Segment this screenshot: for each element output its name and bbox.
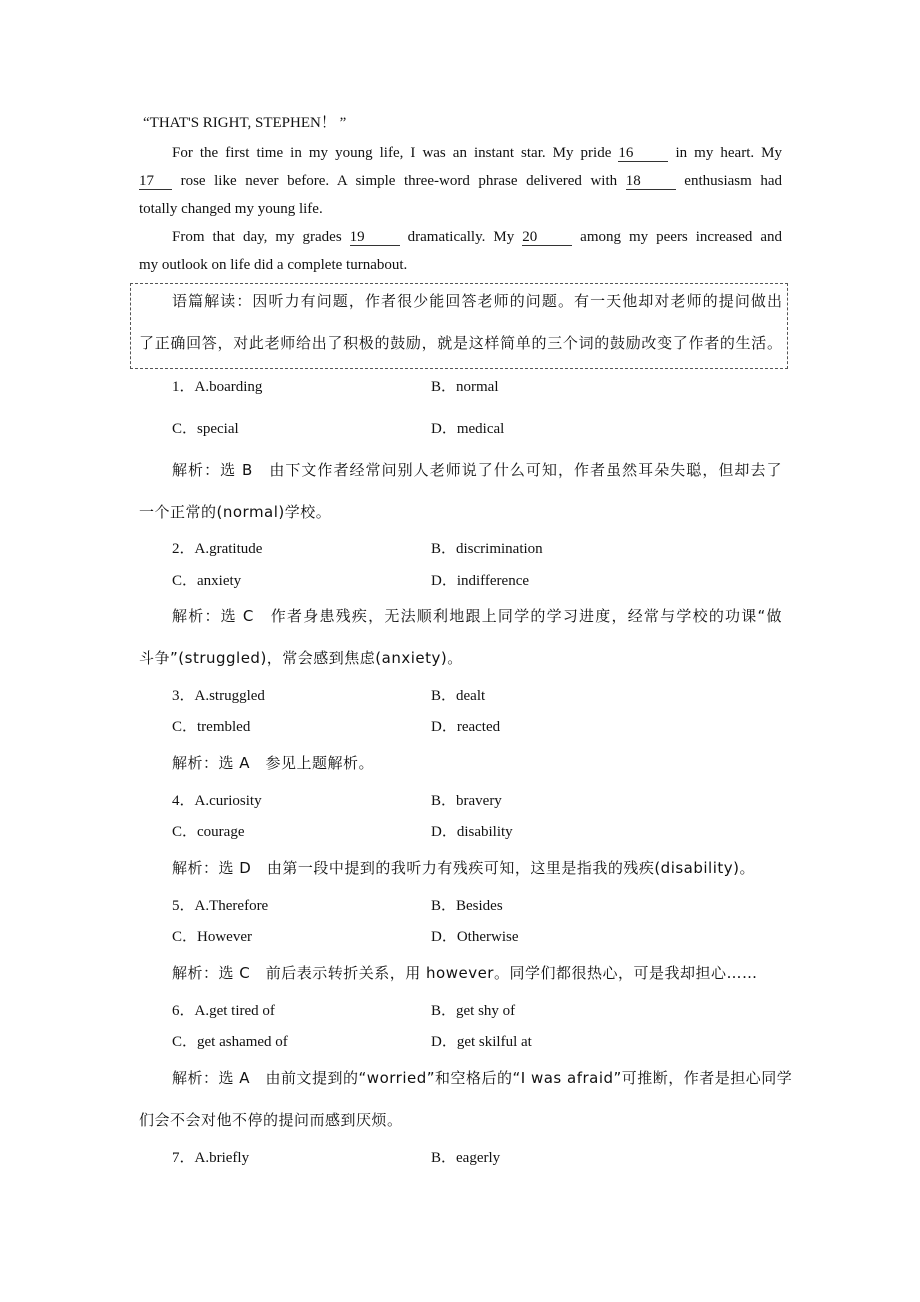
question-2-analysis-line-2: 斗争”(struggled)，常会感到焦虑(anxiety)。 bbox=[139, 649, 463, 667]
passage-paragraph-2-line-2: my outlook on life did a complete turnabout. bbox=[139, 257, 408, 273]
passage-paragraph-1-line-1 bbox=[172, 143, 782, 163]
summary-line-2: 了正确回答，对此老师给出了积极的鼓励，就是这样简单的三个词的鼓励改变了作者的生活。 bbox=[139, 334, 782, 352]
question-5-option-b: B．Besides bbox=[431, 898, 503, 914]
passage-text: enthusiasm had bbox=[684, 173, 783, 189]
question-3-option-c: C．trembled bbox=[172, 719, 251, 735]
question-2-option-c: C．anxiety bbox=[172, 573, 242, 589]
question-4-option-c: C．courage bbox=[172, 824, 245, 840]
question-3-option-d: D．reacted bbox=[431, 719, 501, 735]
blank-16: 16 bbox=[618, 145, 668, 162]
question-3-option-a: 3．A.struggled bbox=[172, 688, 265, 704]
passage-paragraph-2-line-1 bbox=[172, 227, 782, 247]
question-6-option-b: B．get shy of bbox=[431, 1003, 516, 1019]
passage-text: dramatically. My bbox=[407, 229, 515, 245]
passage-paragraph-1-line-3: totally changed my young life. bbox=[139, 201, 323, 217]
passage-text: rose like never before. A simple three-word phrase delivered with bbox=[180, 173, 618, 189]
question-1-analysis-line-2: 一个正常的(normal)学校。 bbox=[139, 503, 332, 521]
passage-paragraph-1-line-2 bbox=[139, 171, 782, 191]
passage-heading: “THAT'S RIGHT, STEPHEN！ ” bbox=[143, 115, 347, 131]
question-1-option-d: D．medical bbox=[431, 421, 505, 437]
question-2-option-b: B．discrimination bbox=[431, 541, 543, 557]
question-7-option-b: B．eagerly bbox=[431, 1150, 501, 1166]
question-4-option-b: B．bravery bbox=[431, 793, 502, 809]
question-1-option-b: B．normal bbox=[431, 379, 499, 395]
question-6-analysis-line-1: 解析：选 A 由前文提到的“worried”和空格后的“I was afraid”可推断，作者是担心同学 bbox=[172, 1069, 793, 1087]
blank-19: 19 bbox=[350, 229, 400, 246]
question-6-analysis-line-2: 们会不会对他不停的提问而感到厌烦。 bbox=[139, 1111, 403, 1129]
blank-20: 20 bbox=[522, 229, 572, 246]
question-3-analysis: 解析：选 A 参见上题解析。 bbox=[172, 754, 375, 772]
question-4-option-a: 4．A.curiosity bbox=[172, 793, 262, 809]
question-5-option-c: C．However bbox=[172, 929, 252, 945]
passage-text: among my peers increased and bbox=[580, 229, 783, 245]
question-5-option-a: 5．A.Therefore bbox=[172, 898, 269, 914]
blank-17: 17 bbox=[139, 173, 172, 190]
passage-text: in my heart. My bbox=[675, 145, 782, 161]
question-2-analysis-line-1: 解析：选 C 作者身患残疾，无法顺利地跟上同学的学习进度，经常与学校的功课“做 bbox=[172, 607, 782, 625]
question-5-option-d: D．Otherwise bbox=[431, 929, 519, 945]
question-4-option-d: D．disability bbox=[431, 824, 513, 840]
question-6-option-d: D．get skilful at bbox=[431, 1034, 532, 1050]
passage-text: For the first time in my young life, I was an instant star. My pride bbox=[172, 145, 612, 161]
question-6-option-c: C．get ashamed of bbox=[172, 1034, 288, 1050]
question-7-option-a: 7．A.briefly bbox=[172, 1150, 250, 1166]
passage-text: From that day, my grades bbox=[172, 229, 342, 245]
summary-line-1: 语篇解读：因听力有问题，作者很少能回答老师的问题。有一天他却对老师的提问做出 bbox=[172, 292, 782, 310]
question-4-analysis: 解析：选 D 由第一段中提到的我听力有残疾可知，这里是指我的残疾(disability)。 bbox=[172, 859, 756, 877]
question-1-option-a: 1．A.boarding bbox=[172, 379, 263, 395]
question-2-option-a: 2．A.gratitude bbox=[172, 541, 263, 557]
question-3-option-b: B．dealt bbox=[431, 688, 486, 704]
question-1-analysis-line-1: 解析：选 B 由下文作者经常问别人老师说了什么可知，作者虽然耳朵失聪，但却去了 bbox=[172, 461, 782, 479]
question-1-option-c: C．special bbox=[172, 421, 239, 437]
question-5-analysis: 解析：选 C 前后表示转折关系，用 however。同学们都很热心，可是我却担心…… bbox=[172, 964, 758, 982]
blank-18: 18 bbox=[626, 173, 676, 190]
question-6-option-a: 6．A.get tired of bbox=[172, 1003, 275, 1019]
question-2-option-d: D．indifference bbox=[431, 573, 530, 589]
